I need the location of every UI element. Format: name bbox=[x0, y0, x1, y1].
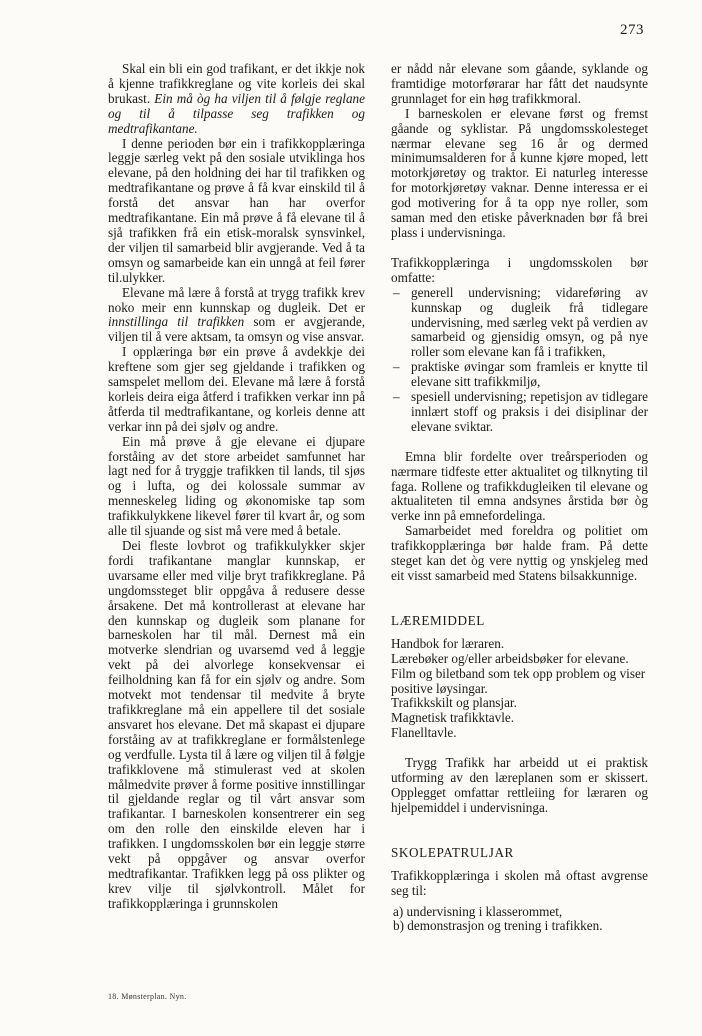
paragraph-school-limits: Trafikkopplæringa i skolen må oftast avgrense seg til: bbox=[391, 867, 648, 898]
paragraph-attitude-text-a: Elevane må lære å forstå at trygg trafikk krev noko meir enn kunnskap og dugleik. Det er bbox=[108, 284, 365, 315]
list-item: Handbok for læraren. bbox=[391, 635, 505, 651]
list-item: – praktiske øvingar som framleis er knytte til elevane sitt trafikkmiljø, bbox=[391, 360, 648, 390]
list-item: – generell undervisning; vidareføring av kunnskap og dugleik frå tidlegare undervisning, med særleg vekt på verdien av samarbeid og gjensidig omsyn, og på nye roller som elevane kan få i trafikken, bbox=[391, 286, 648, 361]
paragraph-intro-emphasis: Ein må òg ha viljen til å følgje reglane og til å tilpasse seg trafikken og medtrafikantane. bbox=[108, 90, 365, 136]
paragraph-attitude-text-c: som er avgjerande, viljen til å vere aktsam, ta omsyn og vise ansvar. bbox=[108, 314, 365, 345]
list-item: Magnetisk trafikktavle. bbox=[391, 710, 515, 726]
page-number: 273 bbox=[620, 22, 644, 38]
footer-note: 18. Mønsterplan. Nyn. bbox=[108, 992, 187, 1001]
list-item: Trafikkskilt og plansjar. bbox=[391, 695, 517, 711]
list-item: a) undervisning i klasserommet, bbox=[393, 903, 563, 919]
paragraph-forces: I opplæringa bør ein prøve å avdekkje dei kreftene som gjer seg gjeldande i trafikken og samspelet mellom dei. Elevane må lære å forstå korleis deira eiga åtferd i trafikken verkar inn på åtferda til medtrafikantane, og korleis denne att verkar inn på dei sjølv og andre. bbox=[108, 344, 365, 434]
spacer bbox=[391, 241, 648, 256]
list-item: – spesiell undervisning; repetisjon av tidlegare innlært stoff og praksis i dei disiplinar der elevane sviktar. bbox=[391, 390, 648, 435]
paragraph-intro bbox=[108, 62, 365, 137]
curriculum-list bbox=[391, 286, 648, 435]
heading-laeremiddel: LÆREMIDDEL bbox=[391, 612, 485, 628]
paragraph-intro-text: Skal ein bli ein god trafikant, er det ikkje nok å kjenne trafikkreglane og vite korleis dei skal brukast. bbox=[108, 61, 365, 106]
paragraph-continuation: er nådd når elevane som gåande, syklande og framtidige motorførarar har fått det naudsynte grunnlaget for ein høg trafikkmoral. bbox=[391, 61, 648, 106]
right-column bbox=[391, 62, 648, 934]
heading-skolepatruljar: SKOLEPATRULJAR bbox=[391, 844, 514, 860]
paragraph-violations: Dei fleste lovbrot og trafikkulykker skjer fordi trafikantane manglar kunnskap, er uvarsame eller med vilje bryt trafikkreglane. På ungdomssteget blir oppgåva å redusere desse årsakene. Det må kontrollerast at elevane har den kunnskap og dugleik som planane for barneskolen har til mål. Dernest må ein motverke slendrian og uvarsemd ved å leggje vekt på dei alvorlege konsekvensar ei feilholdning kan få for ein sjølv og andre. Som motvekt mot tendensar til medvite å bryte trafikkreglane må ein appellere til det sosiale ansvaret hos elevane. Det må skapast ei djupare forståing av at trafikkreglane er formålstenlege og verdfulle. Lysta til å lære og viljen til å følgje trafikklovene må stimulerast ved at skolen målmedvite prøver å forme positive innstillingar til gjeldande reglar og til vårt ansvar som trafikantar. I barneskolen konsentrerer ein seg om den rolle den einskilde eleven har i trafikken. I ungdomsskolen bør ein leggje større vekt på oppgåver og ansvar overfor medtrafikantar. Trafikken legg på oss plikter og krev vilje til sjølvkontroll. Målet for trafikkopplæringa i grunnskolen bbox=[108, 538, 365, 911]
paragraph-social-development: I denne perioden bør ein i trafikkopplæringa leggje særleg vekt på den sosiale utviklinga hos elevane, på den holdning dei har til trafikken og medtrafikantane og prøve å få kvar einskild til å forstå det ansvar han har overfor medtrafikantane. Ein må prøve å få elevane til å sjå trafikken frå ein etisk-moralsk synsvinkel, der viljen til samarbeid blir avgjerande. Ved å ta omsyn og samarbeide kan ein unngå at feil fører til.ulykker. bbox=[108, 135, 365, 285]
list-item: Lærebøker og/eller arbeidsbøker for elevane. bbox=[391, 650, 629, 666]
spacer bbox=[391, 435, 648, 450]
paragraph-trygg-trafikk: Trygg Trafikk har arbeidd ut ei praktisk utforming av den læreplanen som er skissert. Opplegget omfattar rettleiing for læraren og hjelpemiddel i undervisninga. bbox=[391, 755, 648, 815]
list-item: b) demonstrasjon og trening i trafikken. bbox=[393, 918, 603, 934]
list-intro: Trafikkopplæringa i ungdomsskolen bør omfatte: bbox=[391, 254, 648, 285]
paragraph-cooperation: Samarbeidet med foreldra og politiet om trafikkopplæringa bør halde fram. På dette steget kan det òg vere nyttig og ynskjeleg med eit visst samarbeid med Statens bilsakkunnige. bbox=[391, 523, 648, 583]
paragraph-attitude-emphasis: innstillinga til trafikken bbox=[108, 314, 245, 330]
list-item: Flanelltavle. bbox=[391, 725, 457, 741]
alpha-list bbox=[391, 905, 648, 935]
spacer bbox=[391, 816, 648, 846]
paragraph-primary-school: I barneskolen er elevane først og fremst gåande og syklistar. På ungdomsskolesteget nærmar elevane seg 16 år og dermed minimumsalderen for å kunne kjøre moped, lett motorkjøretøy og traktor. Ei naturleg interesse for motorkjøretøy vaknar. Denne interessa er ei god motivering for å ta opp nye roller, som saman med den etiske påverknaden bør få brei plass i undervisninga. bbox=[391, 105, 648, 240]
list-item: Film og biletband som tek opp problem og viser positive løysingar. bbox=[391, 665, 646, 696]
spacer bbox=[391, 584, 648, 614]
materials-list bbox=[391, 637, 648, 741]
left-column bbox=[108, 62, 365, 912]
paragraph-society: Ein må prøve å gje elevane ei djupare forståing av det store arbeidet samfunnet har lagt ned for å tryggje trafikken til lands, til sjøs og i lufta, og dei kolossale summar av menneskeleg liding og økonomiske tap som trafikkulykkene likevel fører til kvart år, og som alle til sjuande og sist må vere med å betale. bbox=[108, 433, 365, 539]
paragraph-topics: Emna blir fordelte over treårsperioden og nærmare tidfeste etter aktualitet og tilknyting til faga. Rollene og trafikkdugleiken til elevane og aktualiteten til emna andsynes årstida bør òg verke inn på emnefordelinga. bbox=[391, 448, 648, 524]
paragraph-attitude bbox=[108, 286, 365, 346]
spacer bbox=[391, 741, 648, 756]
